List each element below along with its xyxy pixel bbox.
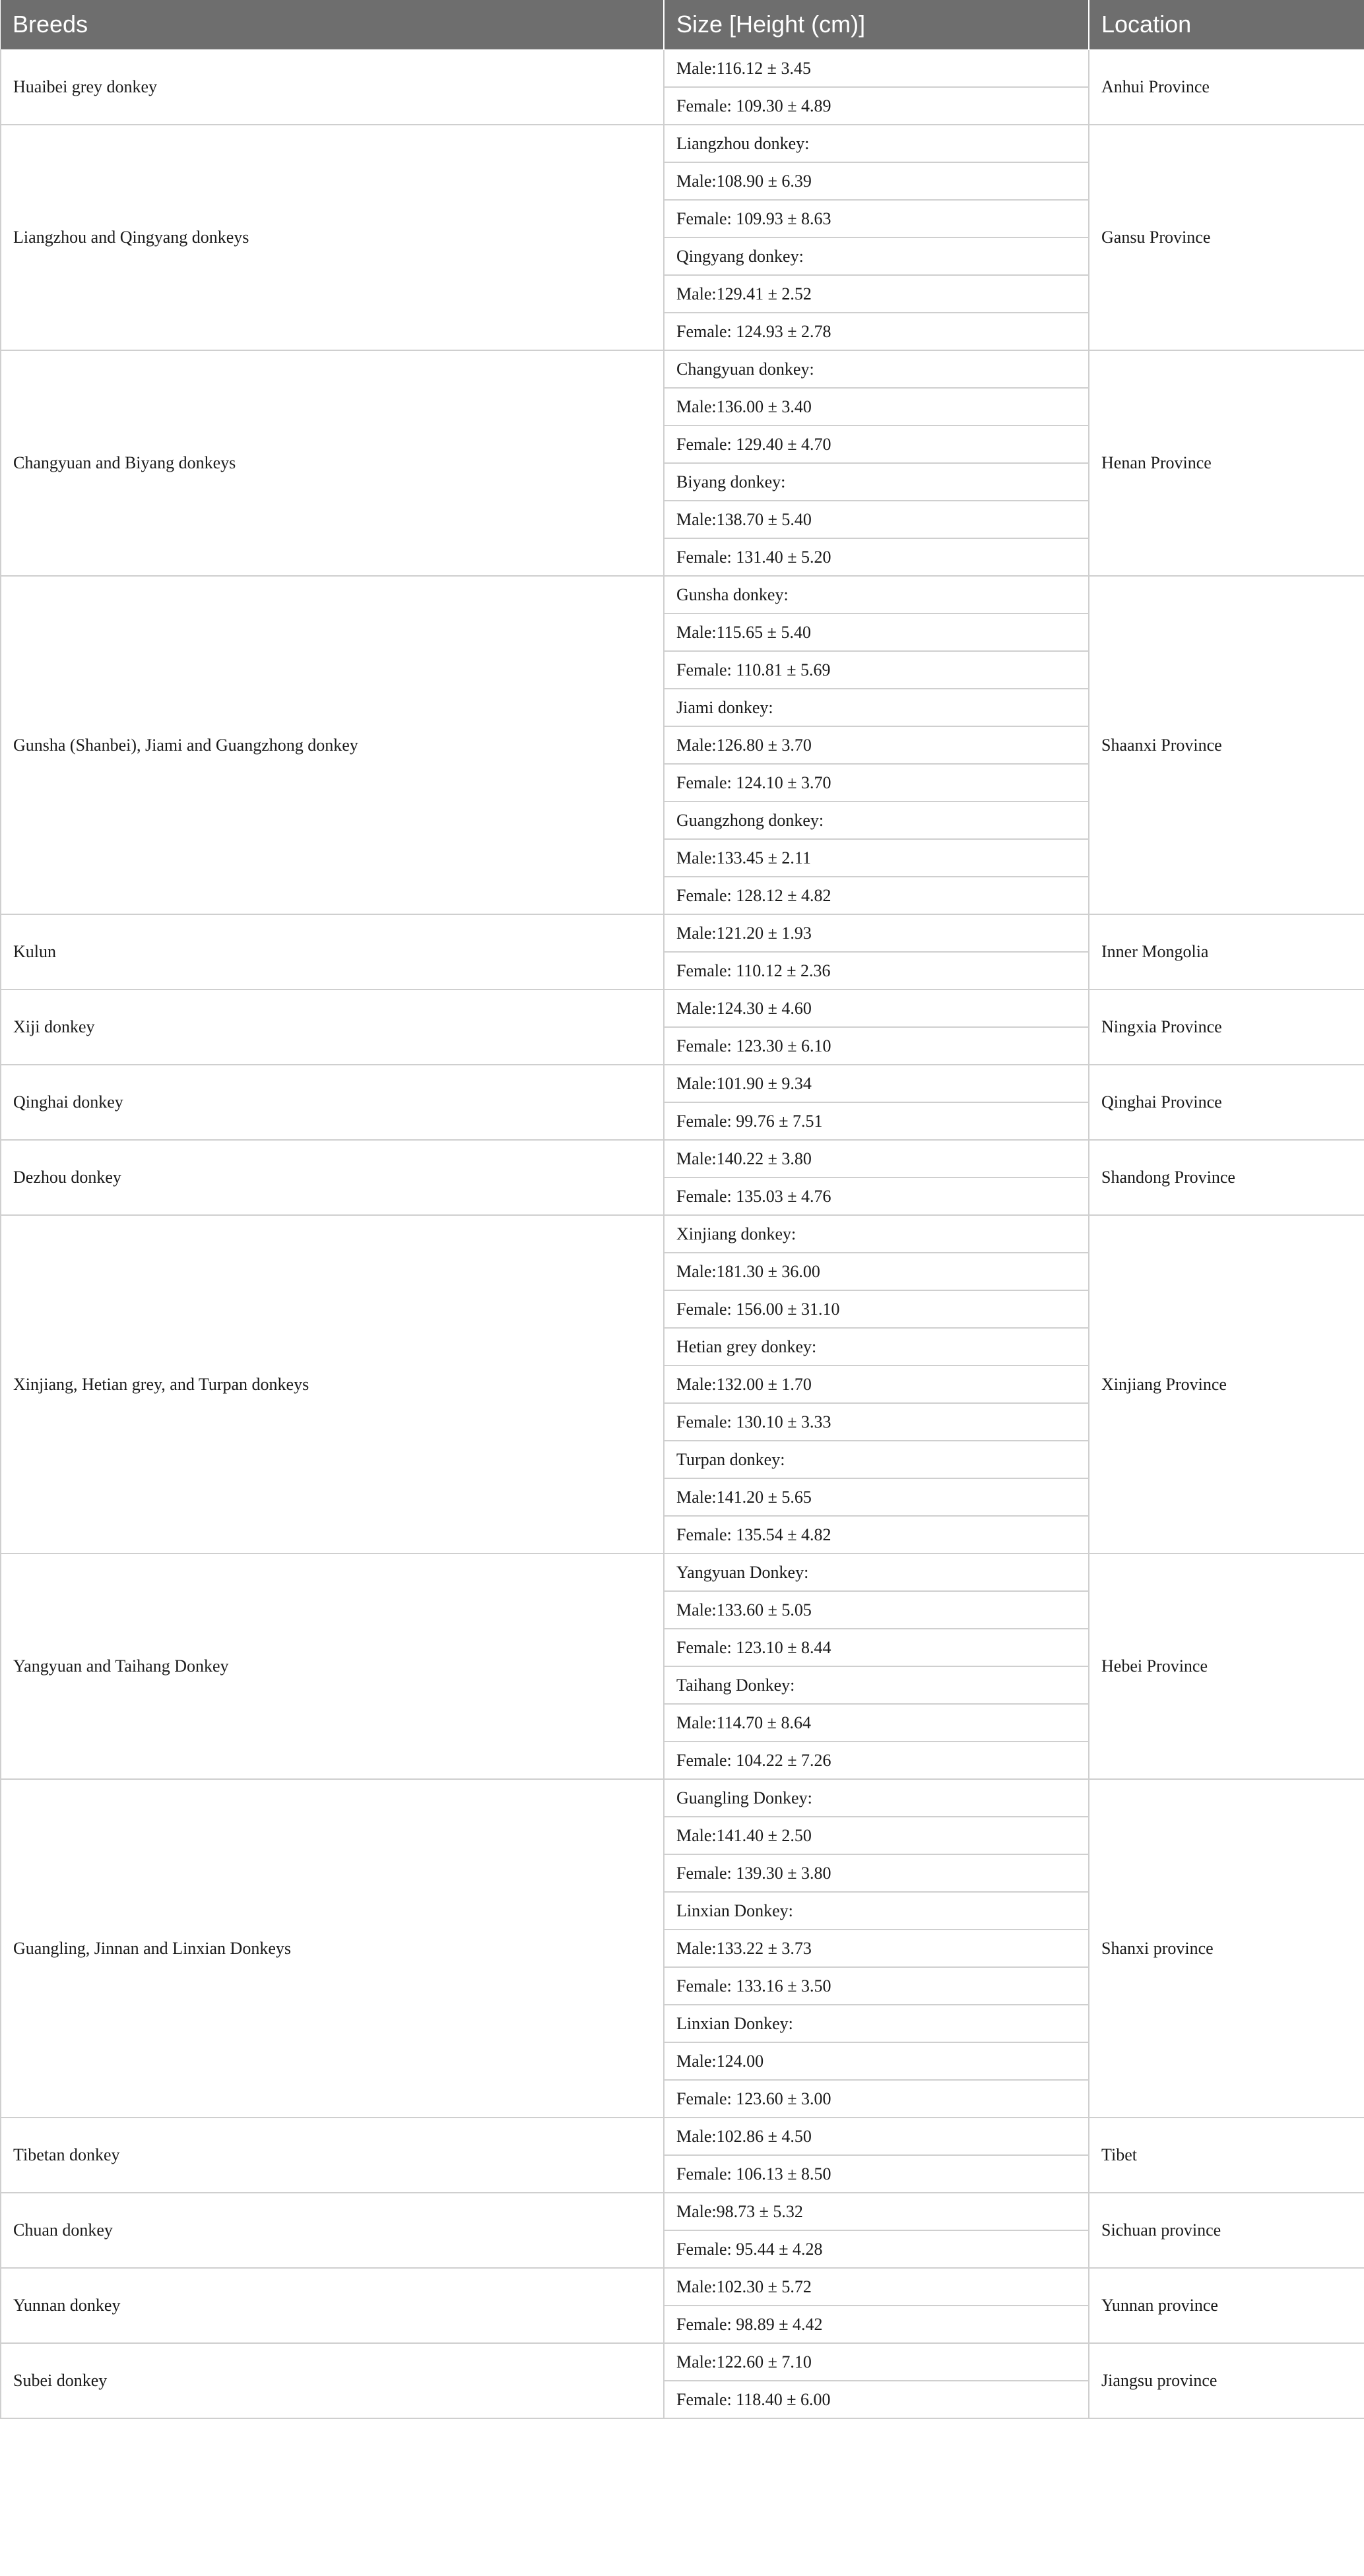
size-cell: Female: 110.12 ± 2.36: [664, 952, 1089, 990]
breed-cell: Gunsha (Shanbei), Jiami and Guangzhong donkey: [1, 576, 664, 914]
size-cell: Male:121.20 ± 1.93: [664, 914, 1089, 952]
breed-cell: Huaibei grey donkey: [1, 49, 664, 125]
size-cell: Female: 133.16 ± 3.50: [664, 1967, 1089, 2005]
location-cell: Inner Mongolia: [1089, 914, 1364, 990]
location-cell: Xinjiang Province: [1089, 1215, 1364, 1554]
size-cell: Female: 99.76 ± 7.51: [664, 1102, 1089, 1140]
location-cell: Sichuan province: [1089, 2193, 1364, 2268]
table-row: [1, 576, 1364, 613]
header-breeds: Breeds: [1, 0, 664, 49]
size-cell: Female: 123.60 ± 3.00: [664, 2080, 1089, 2118]
size-cell: Male:138.70 ± 5.40: [664, 501, 1089, 538]
size-cell: Female: 109.93 ± 8.63: [664, 200, 1089, 237]
size-cell: Linxian Donkey:: [664, 2005, 1089, 2042]
table-row: [1, 1140, 1364, 1178]
size-cell: Male:133.60 ± 5.05: [664, 1591, 1089, 1629]
size-cell: Male:101.90 ± 9.34: [664, 1065, 1089, 1102]
size-cell: Gunsha donkey:: [664, 576, 1089, 613]
size-cell: Female: 123.10 ± 8.44: [664, 1629, 1089, 1666]
size-cell: Male:124.00: [664, 2042, 1089, 2080]
location-cell: Yunnan province: [1089, 2268, 1364, 2343]
breed-cell: Kulun: [1, 914, 664, 990]
size-cell: Female: 135.03 ± 4.76: [664, 1178, 1089, 1215]
size-cell: Guangling Donkey:: [664, 1779, 1089, 1817]
size-cell: Male:114.70 ± 8.64: [664, 1704, 1089, 1742]
size-cell: Female: 139.30 ± 3.80: [664, 1854, 1089, 1892]
size-cell: Turpan donkey:: [664, 1441, 1089, 1478]
table-row: [1, 990, 1364, 1027]
size-cell: Male:136.00 ± 3.40: [664, 388, 1089, 425]
size-cell: Male:140.22 ± 3.80: [664, 1140, 1089, 1178]
size-cell: Male:122.60 ± 7.10: [664, 2343, 1089, 2381]
location-cell: Gansu Province: [1089, 125, 1364, 350]
size-cell: Changyuan donkey:: [664, 350, 1089, 388]
size-cell: Female: 123.30 ± 6.10: [664, 1027, 1089, 1065]
size-cell: Female: 156.00 ± 31.10: [664, 1290, 1089, 1328]
location-cell: Shaanxi Province: [1089, 576, 1364, 914]
header-size: Size [Height (cm)]: [664, 0, 1089, 49]
table-body: [1, 49, 1364, 2418]
size-cell: Male:126.80 ± 3.70: [664, 726, 1089, 764]
size-cell: Jiami donkey:: [664, 689, 1089, 726]
location-cell: Shandong Province: [1089, 1140, 1364, 1215]
table-header: [1, 0, 1364, 49]
breed-cell: Dezhou donkey: [1, 1140, 664, 1215]
size-cell: Male:181.30 ± 36.00: [664, 1253, 1089, 1290]
size-cell: Male:141.20 ± 5.65: [664, 1478, 1089, 1516]
size-cell: Male:133.22 ± 3.73: [664, 1930, 1089, 1967]
location-cell: Anhui Province: [1089, 49, 1364, 125]
table-row: [1, 1779, 1364, 1817]
table-row: [1, 2268, 1364, 2306]
size-cell: Female: 109.30 ± 4.89: [664, 87, 1089, 125]
size-cell: Male:129.41 ± 2.52: [664, 275, 1089, 313]
size-cell: Qingyang donkey:: [664, 237, 1089, 275]
table-row: [1, 2193, 1364, 2230]
breed-cell: Tibetan donkey: [1, 2118, 664, 2193]
size-cell: Liangzhou donkey:: [664, 125, 1089, 162]
size-cell: Male:108.90 ± 6.39: [664, 162, 1089, 200]
location-cell: Henan Province: [1089, 350, 1364, 576]
size-cell: Male:124.30 ± 4.60: [664, 990, 1089, 1027]
size-cell: Linxian Donkey:: [664, 1892, 1089, 1930]
breed-cell: Xinjiang, Hetian grey, and Turpan donkeys: [1, 1215, 664, 1554]
table-row: [1, 350, 1364, 388]
table-row: [1, 1554, 1364, 1591]
size-cell: Biyang donkey:: [664, 463, 1089, 501]
size-cell: Female: 118.40 ± 6.00: [664, 2381, 1089, 2418]
size-cell: Xinjiang donkey:: [664, 1215, 1089, 1253]
size-cell: Female: 129.40 ± 4.70: [664, 425, 1089, 463]
header-row: [1, 0, 1364, 49]
location-cell: Shanxi province: [1089, 1779, 1364, 2118]
header-location: Location: [1089, 0, 1364, 49]
table-row: [1, 1065, 1364, 1102]
size-cell: Yangyuan Donkey:: [664, 1554, 1089, 1591]
size-cell: Female: 104.22 ± 7.26: [664, 1742, 1089, 1779]
size-cell: Female: 95.44 ± 4.28: [664, 2230, 1089, 2268]
size-cell: Female: 135.54 ± 4.82: [664, 1516, 1089, 1554]
breed-cell: Yunnan donkey: [1, 2268, 664, 2343]
size-cell: Male:141.40 ± 2.50: [664, 1817, 1089, 1854]
size-cell: Female: 124.93 ± 2.78: [664, 313, 1089, 350]
breed-cell: Yangyuan and Taihang Donkey: [1, 1554, 664, 1779]
size-cell: Male:133.45 ± 2.11: [664, 839, 1089, 877]
size-cell: Male:102.30 ± 5.72: [664, 2268, 1089, 2306]
breed-cell: Chuan donkey: [1, 2193, 664, 2268]
size-cell: Female: 106.13 ± 8.50: [664, 2155, 1089, 2193]
size-cell: Male:102.86 ± 4.50: [664, 2118, 1089, 2155]
table-row: [1, 1215, 1364, 1253]
breed-cell: Xiji donkey: [1, 990, 664, 1065]
table-row: [1, 914, 1364, 952]
size-cell: Male:115.65 ± 5.40: [664, 613, 1089, 651]
location-cell: Jiangsu province: [1089, 2343, 1364, 2418]
size-cell: Female: 130.10 ± 3.33: [664, 1403, 1089, 1441]
table-row: [1, 125, 1364, 162]
breed-cell: Changyuan and Biyang donkeys: [1, 350, 664, 576]
size-cell: Hetian grey donkey:: [664, 1328, 1089, 1366]
size-cell: Female: 124.10 ± 3.70: [664, 764, 1089, 801]
size-cell: Female: 131.40 ± 5.20: [664, 538, 1089, 576]
breed-cell: Liangzhou and Qingyang donkeys: [1, 125, 664, 350]
breed-cell: Qinghai donkey: [1, 1065, 664, 1140]
size-cell: Female: 128.12 ± 4.82: [664, 877, 1089, 914]
breed-cell: Subei donkey: [1, 2343, 664, 2418]
size-cell: Male:98.73 ± 5.32: [664, 2193, 1089, 2230]
size-cell: Taihang Donkey:: [664, 1666, 1089, 1704]
location-cell: Ningxia Province: [1089, 990, 1364, 1065]
table-row: [1, 2118, 1364, 2155]
size-cell: Male:116.12 ± 3.45: [664, 49, 1089, 87]
size-cell: Female: 110.81 ± 5.69: [664, 651, 1089, 689]
size-cell: Female: 98.89 ± 4.42: [664, 2306, 1089, 2343]
table-row: [1, 2343, 1364, 2381]
location-cell: Hebei Province: [1089, 1554, 1364, 1779]
location-cell: Qinghai Province: [1089, 1065, 1364, 1140]
size-cell: Male:132.00 ± 1.70: [664, 1366, 1089, 1403]
location-cell: Tibet: [1089, 2118, 1364, 2193]
table-row: [1, 49, 1364, 87]
breed-cell: Guangling, Jinnan and Linxian Donkeys: [1, 1779, 664, 2118]
size-cell: Guangzhong donkey:: [664, 801, 1089, 839]
